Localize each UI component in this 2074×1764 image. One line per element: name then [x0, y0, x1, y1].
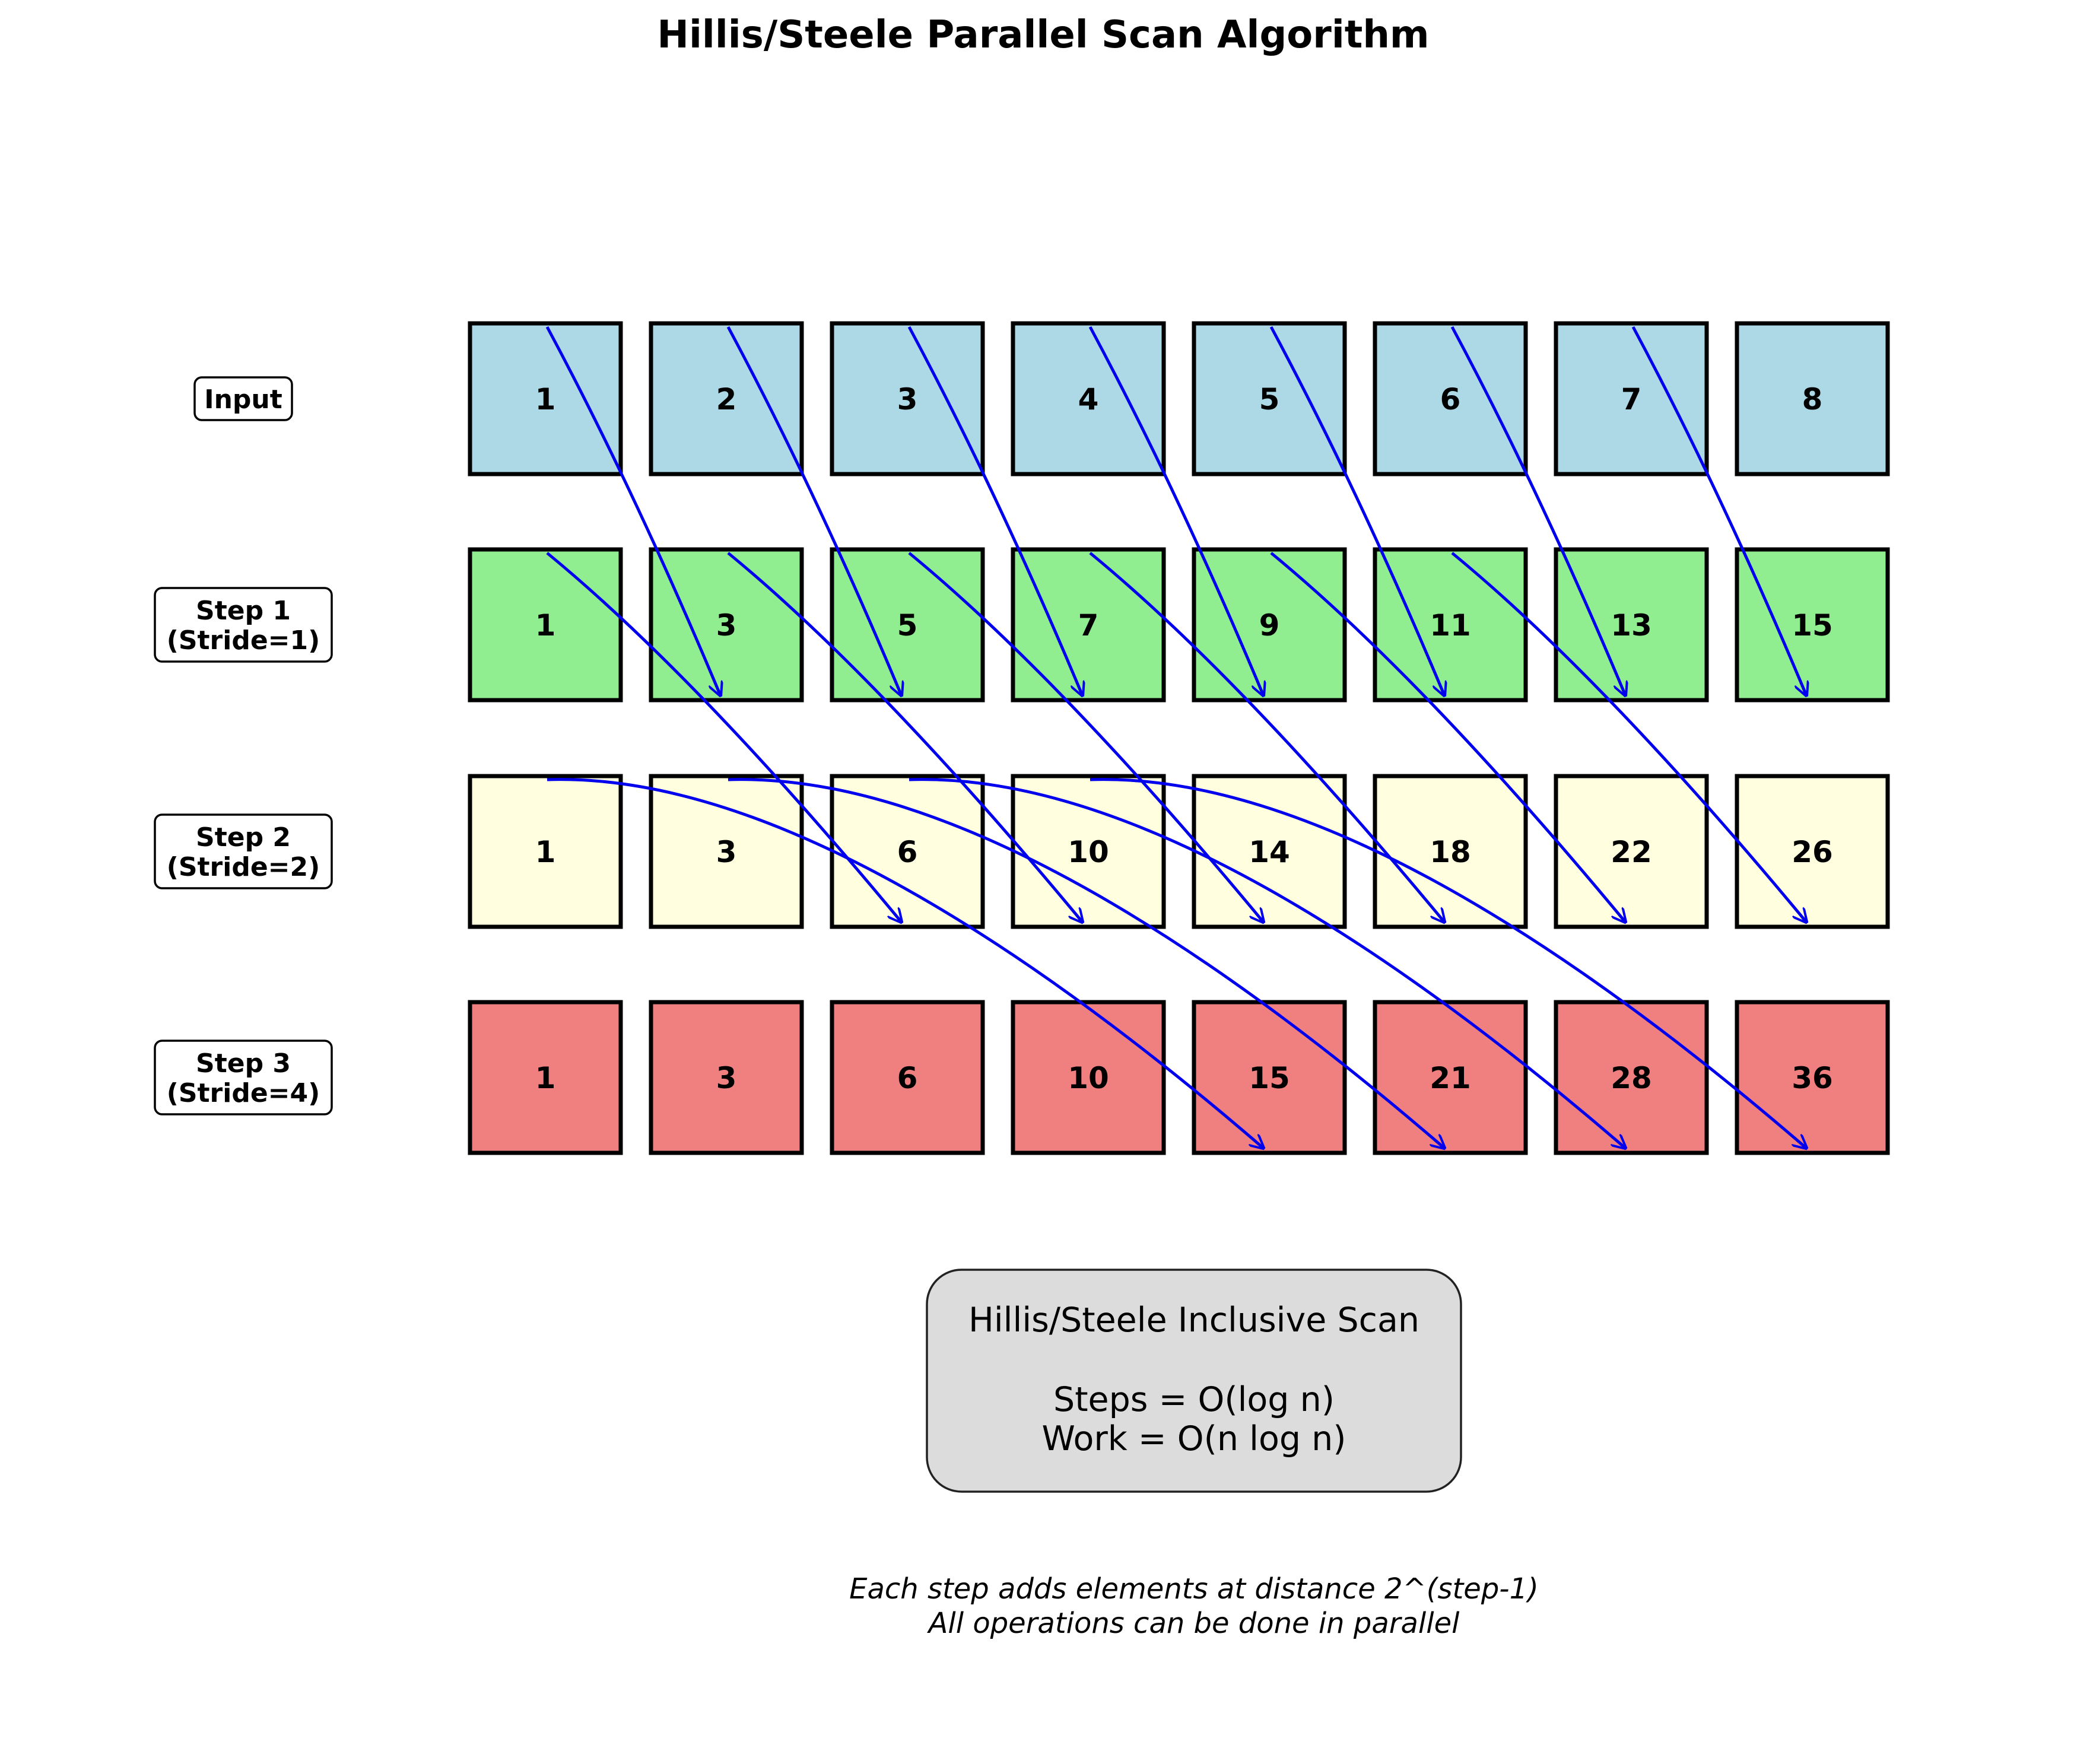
cell-value: 6	[897, 835, 918, 869]
cell-r0-c0	[470, 323, 621, 474]
cell-r3-c0	[470, 1002, 621, 1153]
row-label-1	[155, 588, 332, 662]
cell-r1-c6	[1556, 549, 1707, 700]
cell-r2-c0	[470, 776, 621, 927]
cell-value: 10	[1068, 1061, 1109, 1095]
cell-value: 14	[1249, 835, 1290, 869]
cell-r3-c4	[1194, 1002, 1345, 1153]
cell-r0-c1	[651, 323, 802, 474]
cell-value: 6	[897, 1061, 918, 1095]
cell-value: 15	[1249, 1061, 1290, 1095]
cell-value: 7	[1621, 382, 1642, 417]
cell-value: 15	[1792, 608, 1833, 643]
cell-r3-c2	[832, 1002, 983, 1153]
cell-value: 18	[1430, 835, 1471, 869]
diagram-title: Hillis/Steele Parallel Scan Algorithm	[657, 13, 1430, 57]
cell-r0-c4	[1194, 323, 1345, 474]
cell-value: 5	[1259, 382, 1280, 417]
row-label-text: (Stride=4)	[166, 1078, 320, 1108]
cell-r2-c3	[1013, 776, 1164, 927]
cell-value: 13	[1611, 608, 1652, 643]
info-box	[927, 1270, 1461, 1492]
footnote-line-1: Each step adds elements at distance 2^(step-1)	[849, 1572, 1539, 1606]
cell-value: 22	[1611, 835, 1652, 869]
cell-r1-c5	[1375, 549, 1526, 700]
cell-r3-c6	[1556, 1002, 1707, 1153]
cell-value: 3	[716, 608, 737, 643]
row-label-text: Step 1	[196, 596, 291, 626]
cell-value: 3	[897, 382, 918, 417]
info-box-heading: Hillis/Steele Inclusive Scan	[968, 1301, 1420, 1340]
cell-r0-c5	[1375, 323, 1526, 474]
row-label-2	[155, 815, 332, 888]
row-label-text: (Stride=1)	[166, 625, 320, 656]
cell-value: 1	[535, 1061, 556, 1095]
cell-value: 3	[716, 1061, 737, 1095]
cell-r1-c4	[1194, 549, 1345, 700]
cell-value: 9	[1259, 608, 1280, 643]
cell-value: 10	[1068, 835, 1109, 869]
row-label-text: Step 3	[196, 1048, 291, 1079]
cell-r3-c5	[1375, 1002, 1526, 1153]
cell-r1-c0	[470, 549, 621, 700]
cell-value: 6	[1440, 382, 1461, 417]
info-box-steps: Steps = O(log n)	[1053, 1380, 1335, 1419]
cell-value: 28	[1611, 1061, 1652, 1095]
cell-value: 1	[535, 382, 556, 417]
cell-r2-c2	[832, 776, 983, 927]
row-label-0	[195, 377, 292, 420]
cell-value: 4	[1078, 382, 1099, 417]
cell-value: 5	[897, 608, 918, 643]
cell-grid	[470, 323, 1888, 1153]
info-box-work: Work = O(n log n)	[1041, 1419, 1346, 1458]
cell-value: 1	[535, 835, 556, 869]
cell-r0-c6	[1556, 323, 1707, 474]
row-labels	[155, 377, 332, 1114]
cell-r1-c2	[832, 549, 983, 700]
cell-value: 8	[1802, 382, 1823, 417]
cell-r3-c7	[1737, 1002, 1888, 1153]
cell-r2-c6	[1556, 776, 1707, 927]
cell-r0-c3	[1013, 323, 1164, 474]
cell-value: 11	[1430, 608, 1471, 643]
row-label-3	[155, 1041, 332, 1114]
row-label-text: (Stride=2)	[166, 852, 320, 882]
cell-r2-c5	[1375, 776, 1526, 927]
footnote-line-2: All operations can be done in parallel	[928, 1607, 1460, 1640]
cell-r0-c2	[832, 323, 983, 474]
cell-r2-c1	[651, 776, 802, 927]
cell-r3-c3	[1013, 1002, 1164, 1153]
cell-value: 21	[1430, 1061, 1471, 1095]
cell-r0-c7	[1737, 323, 1888, 474]
cell-r2-c4	[1194, 776, 1345, 927]
cell-value: 7	[1078, 608, 1099, 643]
cell-r3-c1	[651, 1002, 802, 1153]
row-label-text: Step 2	[196, 822, 291, 853]
row-label-text: Input	[204, 384, 282, 415]
cell-r2-c7	[1737, 776, 1888, 927]
cell-r1-c7	[1737, 549, 1888, 700]
cell-r1-c3	[1013, 549, 1164, 700]
cell-value: 36	[1792, 1061, 1833, 1095]
cell-value: 2	[716, 382, 737, 417]
cell-value: 3	[716, 835, 737, 869]
cell-r1-c1	[651, 549, 802, 700]
cell-value: 26	[1792, 835, 1833, 869]
cell-value: 1	[535, 608, 556, 643]
